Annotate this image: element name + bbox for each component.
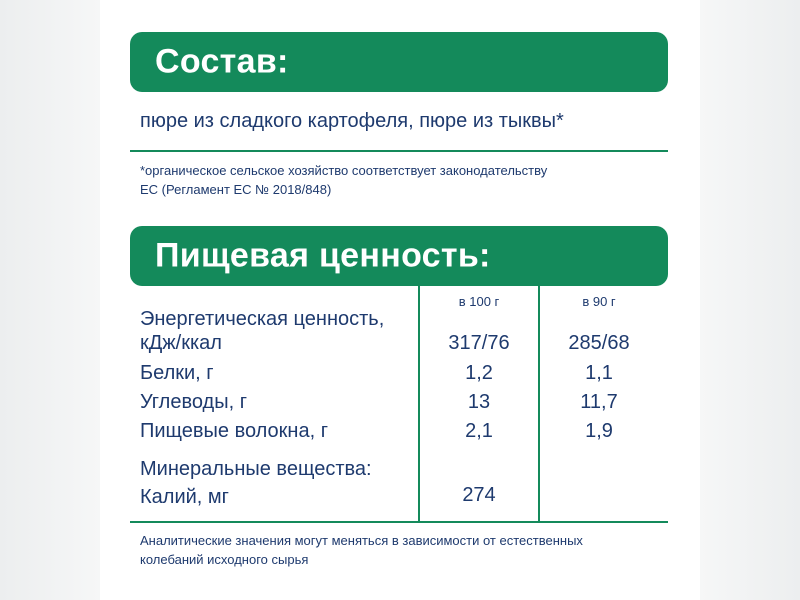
protein-per100: 1,2: [465, 362, 493, 384]
divider-composition: [130, 150, 668, 152]
composition-header: [130, 32, 668, 92]
row-label-energy-unit: кДж/ккал: [140, 332, 222, 354]
carbs-per100: 13: [467, 391, 491, 413]
nutrition-header: [130, 226, 668, 286]
ingredients-text: пюре из сладкого картофеля, пюре из тыквы*: [140, 110, 564, 132]
potassium-per100: 274: [462, 484, 496, 506]
divider-nutrition: [130, 521, 668, 523]
nutrition-title: Пищевая ценность:: [155, 236, 491, 275]
product-info-panel: [100, 0, 700, 600]
disclaimer-line1: Аналитические значения могут меняться в зависимости от естественных: [140, 533, 583, 548]
column-header-per100: в 100 г: [458, 294, 500, 309]
background-right: [700, 0, 800, 600]
fiber-per90: 1,9: [585, 420, 613, 442]
row-label-protein: Белки, г: [140, 362, 214, 384]
disclaimer-line2: колебаний исходного сырья: [140, 552, 309, 567]
organic-footnote-line1: *органическое сельское хозяйство соответствует законодательству: [140, 163, 548, 178]
background-left: [0, 0, 100, 600]
energy-per100: 317/76: [448, 332, 510, 354]
row-label-fiber: Пищевые волокна, г: [140, 420, 329, 442]
row-label-energy: Энергетическая ценность,: [140, 308, 385, 330]
protein-per90: 1,1: [585, 362, 613, 384]
row-label-potassium: Калий, мг: [140, 486, 229, 508]
column-header-per90: в 90 г: [582, 294, 616, 309]
minerals-heading: Минеральные вещества:: [140, 458, 372, 480]
composition-title: Состав:: [155, 42, 289, 81]
fiber-per100: 2,1: [465, 420, 493, 442]
energy-per90: 285/68: [568, 332, 630, 354]
row-label-carbs: Углеводы, г: [140, 391, 247, 413]
organic-footnote-line2: ЕС (Регламент ЕС № 2018/848): [140, 182, 332, 197]
carbs-per90: 11,7: [580, 391, 618, 413]
